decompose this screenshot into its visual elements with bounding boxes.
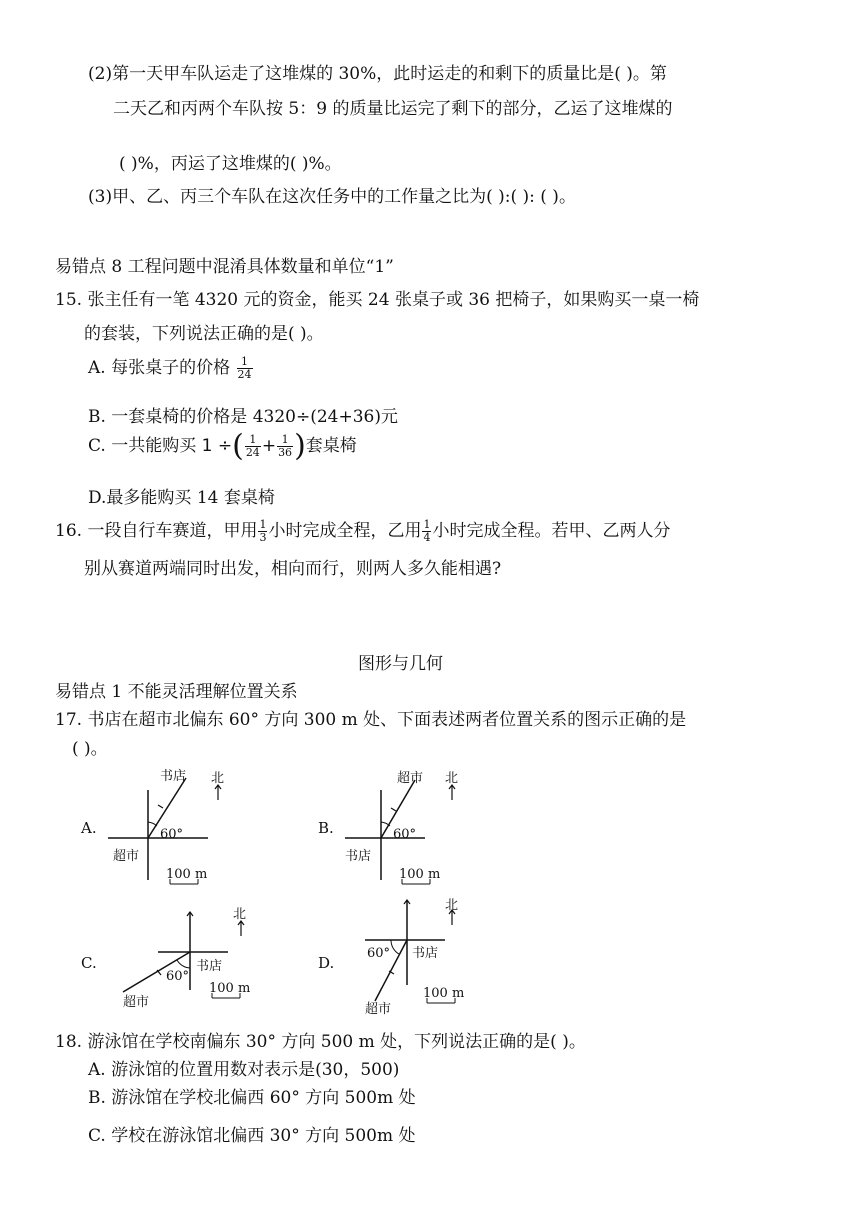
fig-b-letter: B. <box>318 819 334 837</box>
q15-c-rparen: ) <box>294 428 306 464</box>
q18-option-a: A. 游泳馆的位置用数对表示是(30，500) <box>88 1060 400 1080</box>
q16-frac1 <box>258 519 267 544</box>
fig-d-angle: 60° <box>367 946 391 961</box>
q16-f1-den: 3 <box>259 531 267 544</box>
q15-c-lparen: ( <box>232 428 244 464</box>
section-error8-heading: 易错点 8 工程问题中混淆具体数量和单位“1” <box>55 257 394 277</box>
q15-option-a <box>88 356 254 381</box>
q16-part2: 小时完成全程，乙用 <box>268 521 422 541</box>
q15-c-f2-den: 36 <box>278 446 293 459</box>
q15-option-c <box>88 428 357 464</box>
q15-c-frac1 <box>245 434 261 459</box>
q15-a-num: 1 <box>237 356 253 369</box>
q15-c-f1-num: 1 <box>245 434 261 447</box>
q14-part2-line1: (2)第一天甲车队运走了这堆煤的 30%，此时运走的和剩下的质量比是( )。第 <box>88 64 667 84</box>
q16-part1: 16. 一段自行车赛道，甲用 <box>55 521 258 541</box>
q14-part3: (3)甲、乙、丙三个车队在这次任务中的工作量之比为( ):( ): ( )。 <box>88 187 576 207</box>
q15-c-frac2 <box>277 434 293 459</box>
fig-a-top-label: 书店 <box>160 769 187 784</box>
fig-b-north: 北 <box>445 771 459 786</box>
q15-line2: 的套装，下列说法正确的是( )。 <box>84 324 324 344</box>
fig-d-center-label: 书店 <box>412 946 439 961</box>
section-geometry-heading: 图形与几何 <box>358 654 443 674</box>
fig-d-letter: D. <box>318 954 335 972</box>
q15-c-f1-den: 24 <box>245 446 260 459</box>
q15-a-fraction <box>237 356 253 381</box>
q16-f1-num: 1 <box>259 518 267 531</box>
fig-b-top-label: 超市 <box>397 771 424 786</box>
section-error1-heading: 易错点 1 不能灵活理解位置关系 <box>55 682 298 702</box>
q15-option-d: D.最多能购买 14 套桌椅 <box>88 488 275 508</box>
fig-a-angle: 60° <box>160 827 184 842</box>
q15-line1: 15. 张主任有一笔 4320 元的资金，能买 24 张桌子或 36 把椅子，如果购买一桌一椅 <box>55 290 700 310</box>
fig-c-north: 北 <box>233 907 247 922</box>
q17-figure-d <box>315 895 515 1020</box>
fig-d-north: 北 <box>445 898 459 913</box>
q15-a-den: 24 <box>237 368 252 381</box>
q17-line2: ( )。 <box>72 739 108 759</box>
q17-figure-a <box>78 760 258 890</box>
fig-a-letter: A. <box>81 819 97 837</box>
q14-part2-line2: 二天乙和丙两个车队按 5：9 的质量比运完了剩下的部分，乙运了这堆煤的 <box>113 99 673 119</box>
fig-d-bottom-label: 超市 <box>365 1002 392 1017</box>
fig-c-letter: C. <box>81 954 97 972</box>
fig-d-scale: 100 m <box>423 986 465 1001</box>
q15-c-prefix: 1 ÷ <box>201 436 233 456</box>
q15-c-text: C. 一共能购买 <box>88 436 197 456</box>
q16-frac2 <box>422 519 431 544</box>
q15-a-text: A. 每张桌子的价格 <box>88 358 231 378</box>
fig-c-center-label: 书店 <box>196 959 223 974</box>
fig-c-angle: 60° <box>166 969 190 984</box>
q16-f2-num: 1 <box>423 518 431 531</box>
fig-a-north: 北 <box>211 771 225 786</box>
q15-c-suffix: 套桌椅 <box>305 436 357 456</box>
q16-part3: 小时完成全程。若甲、乙两人分 <box>432 521 671 541</box>
q17-line1: 17. 书店在超市北偏东 60° 方向 300 m 处、下面表述两者位置关系的图示正确的是 <box>55 710 687 730</box>
fig-a-center-label: 超市 <box>113 849 140 864</box>
q17-figure-c <box>78 900 278 1020</box>
fig-a-scale: 100 m <box>166 867 208 882</box>
q16-f2-den: 4 <box>423 531 431 544</box>
fig-c-bottom-label: 超市 <box>123 995 150 1010</box>
q16-line1 <box>55 519 670 544</box>
fig-b-center-label: 书店 <box>345 849 372 864</box>
fig-c-scale: 100 m <box>209 981 251 996</box>
q18-option-b: B. 游泳馆在学校北偏西 60° 方向 500m 处 <box>88 1088 416 1108</box>
q14-part2-line3: ( )%，丙运了这堆煤的( )%。 <box>119 154 342 174</box>
q18-option-c: C. 学校在游泳馆北偏西 30° 方向 500m 处 <box>88 1126 416 1146</box>
fig-b-angle: 60° <box>393 827 417 842</box>
q18-line1: 18. 游泳馆在学校南偏东 30° 方向 500 m 处，下列说法正确的是( )。 <box>55 1032 586 1052</box>
fig-b-scale: 100 m <box>399 867 441 882</box>
q17-figure-b <box>315 760 495 890</box>
q15-c-plus: + <box>261 436 277 456</box>
q16-line2: 别从赛道两端同时出发，相向而行，则两人多久能相遇? <box>84 559 502 579</box>
q15-option-b: B. 一套桌椅的价格是 4320÷(24+36)元 <box>88 407 398 427</box>
q15-c-f2-num: 1 <box>277 434 293 447</box>
